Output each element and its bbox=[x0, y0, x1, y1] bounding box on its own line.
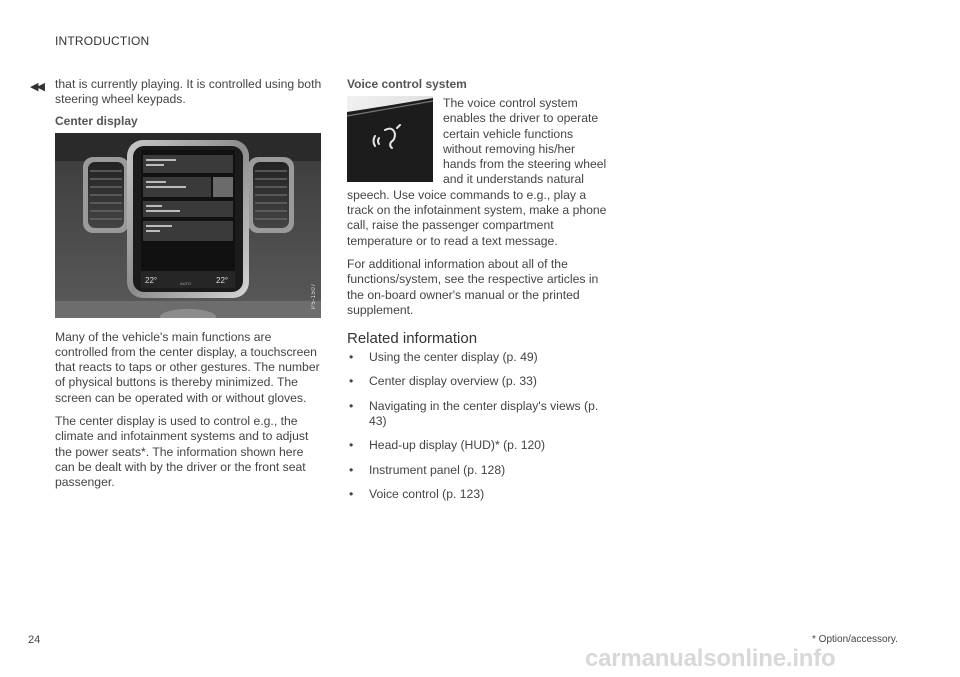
center-display-paragraph-1: Many of the vehicle's main functions are controlled from the center display, a touchscreen that reacts to taps or other gestures. The number of physical buttons is thereby minimized. The screen can be operated with or without gloves. bbox=[55, 329, 320, 405]
center-display-figure bbox=[55, 133, 321, 318]
page-number: 24 bbox=[28, 634, 41, 646]
related-link-head-up-display[interactable]: • Head-up display (HUD)* (p. 120) bbox=[349, 438, 546, 453]
bullet-icon: • bbox=[349, 350, 354, 365]
screen-temp-left: 22° bbox=[145, 275, 158, 285]
intro-text: that is currently playing. It is controlled using both steering wheel keypads. bbox=[55, 77, 322, 107]
related-link-using-center-display[interactable]: • Using the center display (p. 49) bbox=[349, 350, 538, 365]
center-display-heading: Center display bbox=[55, 113, 138, 128]
voice-control-heading: Voice control system bbox=[347, 77, 467, 91]
right-column bbox=[347, 77, 609, 511]
bullet-icon: • bbox=[349, 462, 354, 477]
voice-control-figure bbox=[347, 96, 433, 182]
section-header: INTRODUCTION bbox=[55, 34, 150, 48]
voice-control-paragraph-1: The voice control system enables the driver to operate certain vehicle functions without removing his/her hands from the steering wheel and it understands natural speech. Use voice commands to e.g., play a track on the infotainment system, make a phone call, raise the passenger compartment temperature or to read a text message. bbox=[347, 96, 607, 248]
bullet-icon: • bbox=[349, 486, 354, 501]
screen-auto-label: AUTO bbox=[180, 280, 192, 286]
related-information-list bbox=[347, 350, 609, 502]
figure-code: P5-1507 bbox=[311, 283, 317, 310]
voice-control-paragraph-2: For additional information about all of the functions/system, see the respective articles in the on-board owner's manual or the printed supplement. bbox=[347, 256, 599, 317]
related-link-center-display-overview[interactable]: • Center display overview (p. 33) bbox=[349, 374, 537, 389]
footnote: * Option/accessory. bbox=[812, 634, 898, 645]
screen-temp-right: 22° bbox=[216, 275, 229, 285]
left-column bbox=[55, 77, 323, 491]
bullet-icon: • bbox=[349, 374, 354, 389]
related-link-instrument-panel[interactable]: • Instrument panel (p. 128) bbox=[349, 462, 506, 477]
bullet-icon: • bbox=[349, 438, 354, 453]
related-link-navigating-views[interactable]: • Navigating in the center display's views (p. 43) bbox=[349, 398, 599, 429]
related-information-heading: Related information bbox=[347, 330, 478, 348]
bullet-icon: • bbox=[349, 398, 354, 413]
watermark: carmanualsonline.info bbox=[585, 645, 836, 672]
double-chevron-left-icon[interactable]: ◀◀ bbox=[30, 81, 43, 93]
related-link-voice-control[interactable]: • Voice control (p. 123) bbox=[349, 486, 485, 501]
center-display-paragraph-2: The center display is used to control e.g., the climate and infotainment systems and to adjust the power seats*. The information shown here can be dealt with by the driver or the front seat passenger. bbox=[55, 414, 309, 490]
center-display-photo bbox=[55, 133, 321, 318]
voice-button-photo bbox=[347, 96, 433, 182]
